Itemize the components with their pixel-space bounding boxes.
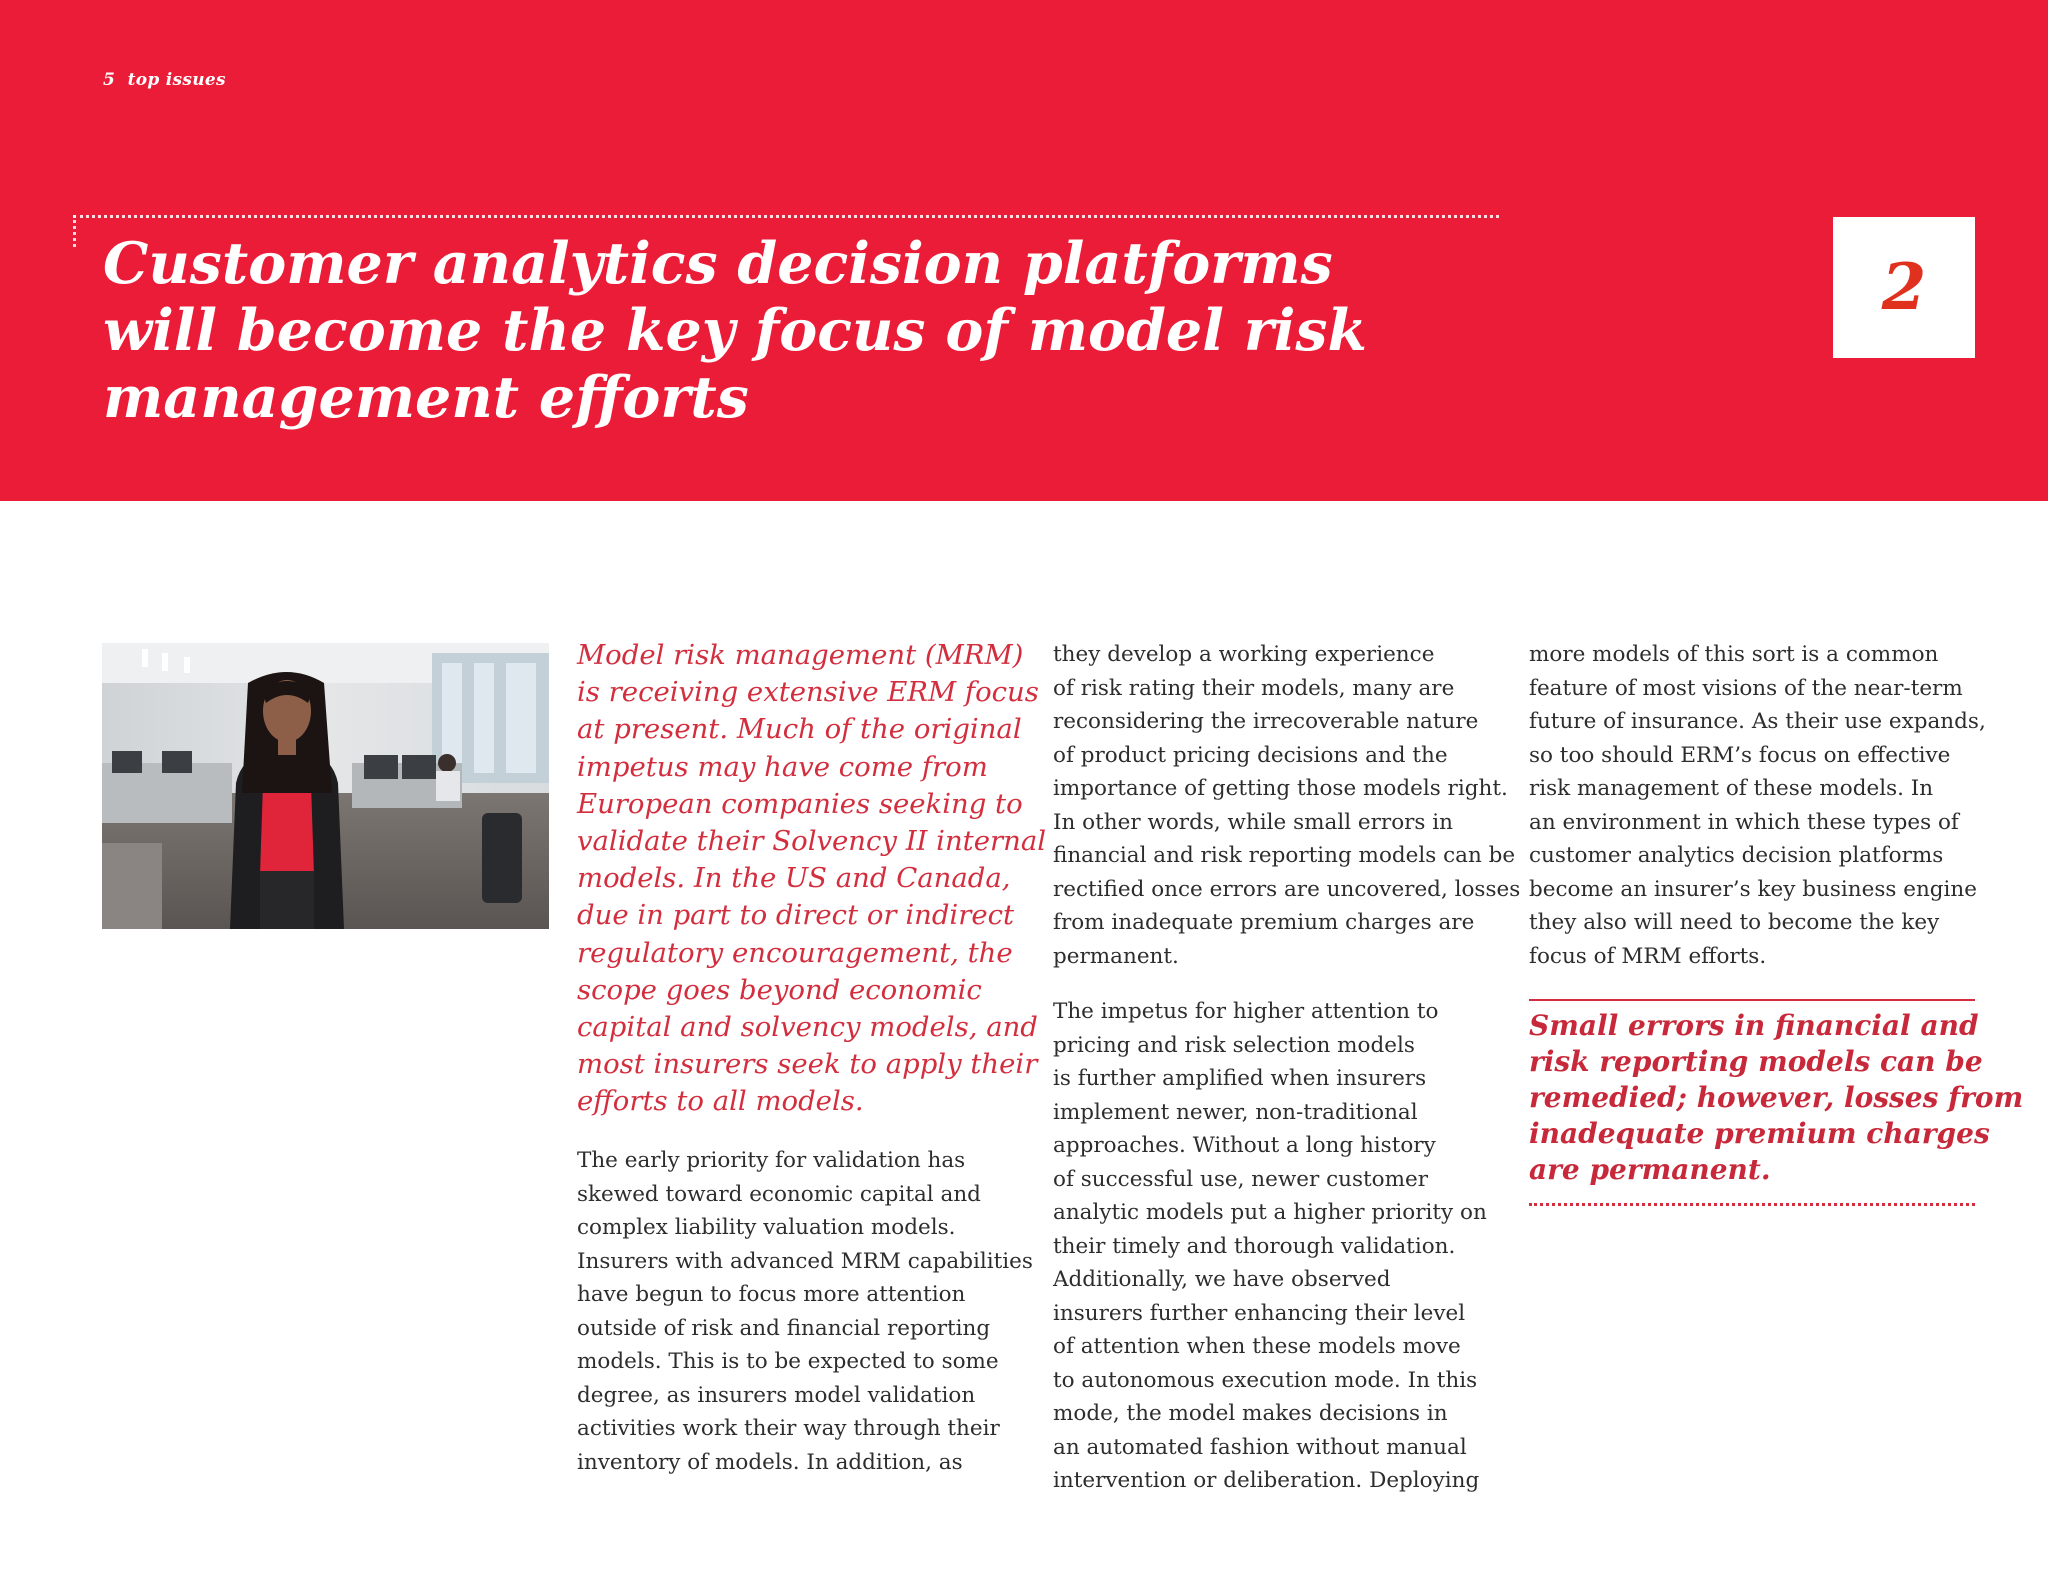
pull-quote-line: remedied; however, losses from <box>1529 1081 2024 1114</box>
page-title <box>103 230 1403 431</box>
pull-quote-dotted-rule <box>1529 1203 1975 1206</box>
body-line: have begun to focus more attention <box>577 1282 966 1307</box>
intro-line: regulatory encouragement, the <box>577 936 1013 969</box>
body-line: of risk rating their models, many are <box>1053 675 1455 701</box>
body-line: risk management of these models. In <box>1529 776 1934 801</box>
page-title-line: will become the key focus of model risk <box>103 297 1367 364</box>
body-line: inventory of models. In addition, as <box>577 1449 963 1475</box>
intro-line: European companies seeking to <box>577 787 1023 820</box>
body-line: focus of MRM efforts. <box>1529 943 1767 969</box>
body-line: Additionally, we have observed <box>1053 1267 1391 1292</box>
body-line: from inadequate premium charges are <box>1053 910 1475 935</box>
intro-paragraph <box>577 637 1047 1121</box>
pull-quote-line: Small errors in financial and <box>1529 1009 1979 1042</box>
body-line: an automated fashion without manual <box>1053 1434 1467 1460</box>
intro-line: most insurers seek to apply their <box>577 1048 1038 1081</box>
title-banner <box>0 0 2048 501</box>
banner-dotted-rule-vertical <box>73 215 76 247</box>
body-line: pricing and risk selection models <box>1053 1032 1415 1058</box>
body-line: so too should ERM’s focus on effective <box>1529 742 1951 768</box>
intro-line: impetus may have come from <box>577 750 988 783</box>
body-line: The early priority for validation has <box>577 1148 966 1173</box>
banner-dotted-rule <box>73 215 1499 218</box>
intro-line: scope goes beyond economic <box>577 973 982 1006</box>
body-line: skewed toward economic capital and <box>577 1181 981 1207</box>
body-line: models. This is to be expected to some <box>577 1349 999 1374</box>
body-line: complex liability valuation models. <box>577 1215 956 1240</box>
body-line: of product pricing decisions and the <box>1053 742 1448 768</box>
body-line: insurers further enhancing their level <box>1053 1300 1466 1326</box>
column3-paragraph-1 <box>1529 638 1986 973</box>
body-line: of successful use, newer customer <box>1053 1166 1428 1192</box>
body-line: importance of getting those models right. <box>1053 776 1508 801</box>
intro-line: at present. Much of the original <box>577 713 1022 746</box>
column2-paragraph-2 <box>1053 995 1487 1498</box>
body-line: their timely and thorough validation. <box>1053 1233 1456 1259</box>
body-line: reconsidering the irrecoverable nature <box>1053 709 1479 734</box>
column2-paragraph-1 <box>1053 638 1520 973</box>
page-title-line: Customer analytics decision platforms <box>103 230 1333 297</box>
pull-quote-top-rule <box>1529 999 1975 1001</box>
body-line: analytic models put a higher priority on <box>1053 1200 1487 1225</box>
intro-line: Model risk management (MRM) <box>577 639 1024 671</box>
page-title-line: management efforts <box>103 364 749 431</box>
pull-quote-line: are permanent. <box>1529 1153 1771 1186</box>
body-line: of attention when these models move <box>1053 1334 1461 1359</box>
body-line: more models of this sort is a common <box>1529 642 1939 667</box>
body-line: financial and risk reporting models can be <box>1053 843 1516 868</box>
column1-body-paragraph <box>577 1144 1033 1479</box>
issue-number: 2 <box>1881 250 1927 325</box>
office-portrait-photo <box>102 643 549 929</box>
pull-quote-line: inadequate premium charges <box>1529 1117 1990 1150</box>
intro-line: is receiving extensive ERM focus <box>577 676 1039 709</box>
body-line: to autonomous execution mode. In this <box>1053 1367 1478 1393</box>
section-kicker: 5 top issues <box>103 70 226 90</box>
intro-line: capital and solvency models, and <box>577 1011 1038 1044</box>
body-line: they develop a working experience <box>1053 642 1435 667</box>
body-line: customer analytics decision platforms <box>1529 843 1944 868</box>
intro-line: models. In the US and Canada, <box>577 862 1011 895</box>
body-line: future of insurance. As their use expands, <box>1529 709 1986 734</box>
body-line: feature of most visions of the near-term <box>1529 675 1963 701</box>
body-line: Insurers with advanced MRM capabilities <box>577 1248 1033 1274</box>
body-line: implement newer, non-traditional <box>1053 1099 1418 1125</box>
body-line: rectified once errors are uncovered, losses <box>1053 876 1521 902</box>
body-line: an environment in which these types of <box>1529 809 1959 835</box>
intro-line: due in part to direct or indirect <box>577 899 1015 932</box>
body-line: become an insurer’s key business engine <box>1529 876 1978 902</box>
body-line: activities work their way through their <box>577 1416 1000 1441</box>
body-line: is further amplified when insurers <box>1053 1066 1427 1091</box>
body-line: they also will need to become the key <box>1529 910 1940 935</box>
intro-line: efforts to all models. <box>577 1085 864 1118</box>
issue-number-badge <box>1833 217 1975 358</box>
pull-quote <box>1529 1008 2024 1188</box>
body-line: degree, as insurers model validation <box>577 1382 976 1408</box>
intro-line: validate their Solvency II internal <box>577 825 1047 858</box>
pull-quote-line: risk reporting models can be <box>1529 1045 1983 1078</box>
body-line: approaches. Without a long history <box>1053 1133 1436 1158</box>
body-line: intervention or deliberation. Deploying <box>1053 1468 1480 1493</box>
body-line: outside of risk and financial reporting <box>577 1315 991 1341</box>
body-line: The impetus for higher attention to <box>1053 999 1439 1024</box>
body-line: In other words, while small errors in <box>1053 809 1454 835</box>
portrait-illustration <box>102 643 549 929</box>
body-line: permanent. <box>1053 943 1179 969</box>
body-line: mode, the model makes decisions in <box>1053 1401 1448 1426</box>
